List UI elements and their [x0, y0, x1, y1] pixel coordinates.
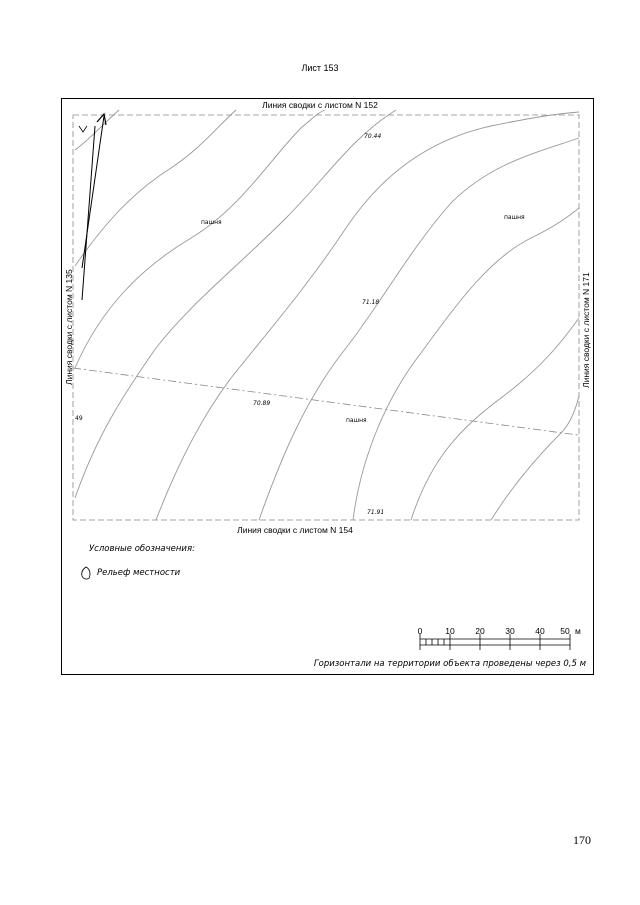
page-number: 170 — [573, 833, 591, 847]
scale-tick-label: 50 — [560, 626, 570, 636]
contour-line — [156, 112, 579, 520]
elevation-label: 70.89 — [253, 400, 271, 407]
elevation-label: 71.91 — [367, 509, 385, 516]
scale-tick-label: 40 — [535, 626, 545, 636]
topographic-map — [61, 98, 594, 675]
survey-boundary — [73, 115, 579, 520]
legend-item — [80, 566, 180, 580]
contour-line — [75, 110, 325, 368]
legend-title: Условные обозначения: — [89, 544, 195, 554]
scale-tick-label: 10 — [445, 626, 455, 636]
contour-line — [75, 110, 396, 498]
scale-tick-label: 20 — [475, 626, 485, 636]
contour-line — [75, 110, 236, 266]
contour-line — [491, 396, 579, 520]
contour-interval-note: Горизонтали на территории объекта проведены через 0,5 м — [313, 659, 586, 669]
contour-line — [353, 208, 579, 520]
border-label-bottom: Линия сводки с листом N 154 — [237, 525, 353, 535]
legend-item-label: Рельеф местности — [97, 568, 181, 578]
border-label-top: Линия сводки с листом N 152 — [262, 100, 378, 110]
border-label-left: Линия сводки с листом N 135 — [64, 269, 74, 385]
scale-tick-label: 0 — [417, 626, 423, 636]
border-label-right: Линия сводки с листом N 171 — [581, 272, 591, 388]
scale-bar — [420, 634, 570, 650]
elevation-label: 70.44 — [364, 133, 382, 140]
sheet-title: Лист 153 — [301, 63, 339, 73]
field-label: пашня — [504, 214, 525, 221]
north-arrow-icon — [79, 114, 106, 300]
relief-contour-icon — [80, 566, 92, 580]
scale-unit: м — [575, 626, 581, 636]
field-label: пашня — [346, 417, 367, 424]
contour-lines — [75, 110, 579, 520]
field-label: пашня — [201, 219, 222, 226]
edge-mark: 49 — [75, 415, 83, 422]
road-line — [73, 368, 578, 435]
scale-tick-label: 30 — [505, 626, 515, 636]
contour-line — [411, 318, 579, 520]
elevation-label: 71.18 — [362, 299, 380, 306]
